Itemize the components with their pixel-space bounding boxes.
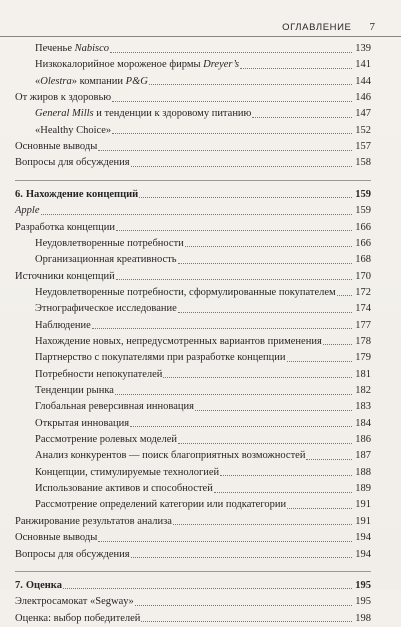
chapter-number: 6. — [15, 188, 23, 200]
toc-title-segment: Наблюдение — [35, 319, 91, 331]
toc-page-number: 191 — [355, 499, 371, 511]
dot-leader — [195, 410, 352, 411]
running-header — [282, 21, 375, 33]
toc-entry[interactable] — [35, 334, 371, 350]
toc-title-segment: Использование активов и способностей — [35, 483, 213, 495]
toc-entry-title — [35, 383, 114, 399]
toc-title-segment: Тенденции рынка — [35, 385, 114, 396]
toc-entry-title — [15, 611, 140, 627]
toc-entry[interactable] — [35, 41, 371, 57]
toc-title-segment: Организационная креативность — [35, 254, 177, 266]
toc-entry[interactable] — [35, 106, 371, 122]
toc-page-number: 147 — [355, 108, 371, 120]
dot-leader — [306, 459, 352, 460]
dot-leader — [185, 246, 352, 247]
dot-leader — [98, 150, 352, 151]
dot-leader — [337, 295, 352, 296]
dot-leader — [178, 263, 352, 264]
toc-title-segment: Потребности непокупателей — [35, 368, 163, 380]
toc-title-segment: Apple — [15, 205, 40, 217]
toc-title-segment: Этнографическое исследование — [35, 303, 177, 315]
dot-leader — [110, 52, 352, 53]
toc-title-segment: Основные выводы — [15, 141, 98, 153]
toc-title-segment: General Mills — [35, 108, 94, 120]
toc-entry[interactable] — [15, 139, 371, 155]
toc-entry-title — [15, 187, 138, 203]
toc-page-number: 166 — [355, 221, 371, 233]
toc-title-segment: «Healthy Choice» — [35, 124, 112, 136]
toc-chapter-entry[interactable] — [15, 578, 371, 594]
toc-entry[interactable] — [35, 432, 371, 448]
toc-entry[interactable] — [35, 497, 371, 513]
toc-page-number: 158 — [355, 157, 371, 169]
toc-entry[interactable] — [35, 318, 371, 334]
toc-entry-title — [15, 547, 130, 563]
toc-entry[interactable] — [15, 269, 371, 285]
dot-leader — [115, 394, 352, 395]
toc-entry[interactable] — [15, 514, 371, 530]
toc-entry[interactable] — [35, 236, 371, 252]
toc-entry-title — [15, 269, 115, 285]
toc-entry[interactable] — [15, 220, 371, 236]
toc-entry[interactable] — [15, 203, 371, 219]
toc-page-number: 195 — [355, 579, 371, 591]
toc-entry-title — [35, 41, 109, 57]
toc-entry-title — [35, 74, 148, 90]
toc-entry[interactable] — [35, 123, 371, 139]
dot-leader — [240, 68, 352, 69]
toc-title-segment: Рассмотрение определений категории или подкатегории — [35, 499, 287, 511]
dot-leader — [252, 117, 352, 118]
toc-entry-title — [35, 123, 111, 139]
toc-entry-title — [15, 594, 134, 610]
toc-entry[interactable] — [35, 74, 371, 90]
toc-title-segment: Источники концепций — [15, 270, 115, 282]
toc-entry-title — [35, 318, 91, 334]
dot-leader — [141, 621, 352, 622]
section-title: ОГЛАВЛЕНИЕ — [282, 22, 352, 33]
toc-entry[interactable] — [35, 252, 371, 268]
toc-page-number: 194 — [355, 532, 371, 544]
toc-entry-title — [35, 106, 251, 122]
toc-page-number: 195 — [355, 596, 371, 608]
toc-entry[interactable] — [35, 367, 371, 383]
toc-title-segment: « — [35, 75, 41, 87]
toc-entry-title — [15, 90, 111, 106]
toc-entry-title — [35, 448, 305, 464]
toc-title-segment: Открытая инновация — [35, 417, 130, 429]
toc-entry[interactable] — [35, 57, 371, 73]
toc-title-segment: Концепции, стимулируемые технологией — [35, 466, 220, 478]
toc-chapter-entry[interactable] — [15, 187, 371, 203]
toc-title-segment: Неудовлетворенные потребности, сформулированные покупателем — [35, 286, 336, 298]
dot-leader — [220, 475, 352, 476]
toc-page-number: 178 — [355, 335, 371, 347]
toc-entry[interactable] — [35, 465, 371, 481]
toc-page-number: 188 — [355, 466, 371, 478]
dot-leader — [163, 377, 352, 378]
toc-entry-title — [35, 334, 322, 350]
toc-page-number: 166 — [355, 237, 371, 249]
toc-entry-title — [35, 285, 336, 301]
toc-entry-title — [35, 236, 184, 252]
toc-page-number: 186 — [355, 434, 371, 446]
toc-page-number: 189 — [355, 483, 371, 495]
chapter-separator — [15, 180, 371, 181]
toc-title-segment: От жиров к здоровью — [15, 92, 112, 104]
toc-title-segment: Электросамокат «Segway» — [15, 596, 134, 608]
toc-title-segment: Партнерство с покупателями при разработке концепции — [35, 352, 286, 364]
toc-entry-title — [15, 220, 115, 236]
toc-title-segment: Olestra — [40, 75, 72, 87]
toc-page-number: 152 — [355, 124, 371, 136]
dot-leader — [98, 541, 352, 542]
toc-page-number: 144 — [355, 75, 371, 87]
toc-page-number: 183 — [355, 401, 371, 413]
toc-page-number: 182 — [355, 385, 371, 396]
toc-entry[interactable] — [15, 530, 371, 546]
toc-title-segment: Рассмотрение ролевых моделей — [35, 434, 177, 446]
dot-leader — [131, 166, 352, 167]
toc-entry-title — [35, 350, 286, 366]
toc-title-segment: Вопросы для обсуждения — [15, 548, 130, 560]
toc-title-segment: Основные выводы — [15, 532, 98, 544]
toc-title-segment: и тенденции к здоровому питанию — [93, 108, 252, 120]
toc-page-number: 184 — [355, 417, 371, 429]
toc-title-segment: P&G — [125, 75, 148, 87]
toc-entry-title — [15, 578, 62, 594]
toc-title-segment: » компании — [71, 75, 126, 87]
toc-entry-title — [35, 497, 286, 513]
dot-leader — [112, 133, 352, 134]
toc-page-number: 159 — [355, 188, 371, 200]
toc-page-number: 170 — [355, 270, 371, 282]
toc-title-segment: Нахождение концепций — [25, 188, 139, 200]
toc-title-segment: Разработка концепции — [15, 221, 116, 233]
toc-entry-title — [15, 203, 40, 219]
dot-leader — [130, 426, 352, 427]
dot-leader — [178, 443, 352, 444]
dot-leader — [92, 328, 352, 329]
toc-entry-title — [15, 155, 130, 171]
toc-page-number: 172 — [355, 286, 371, 298]
toc-entry[interactable] — [15, 547, 371, 563]
toc-entry[interactable] — [15, 611, 371, 627]
toc-entry-title — [35, 432, 177, 448]
toc-entry[interactable] — [35, 350, 371, 366]
toc-entry-title — [35, 399, 194, 415]
toc-entry[interactable] — [35, 383, 371, 399]
toc-title-segment: Анализ конкурентов — поиск благоприятных возможностей — [35, 450, 306, 462]
dot-leader — [131, 557, 352, 558]
toc-title-segment: Nabisco — [74, 43, 110, 54]
toc-page-number: 168 — [355, 254, 371, 266]
dot-leader — [323, 344, 352, 345]
toc-entry[interactable] — [15, 90, 371, 106]
toc-page-number: 146 — [355, 92, 371, 104]
dot-leader — [149, 84, 352, 85]
dot-leader — [112, 101, 352, 102]
toc-title-segment: Низкокалорийное мороженое фирмы — [35, 59, 204, 71]
page-number: 7 — [369, 21, 375, 33]
toc-title-segment: Глобальная реверсивная инновация — [35, 401, 194, 413]
toc-entry[interactable] — [35, 481, 371, 497]
toc-title-segment: Нахождение новых, непредусмотренных вариантов применения — [35, 335, 322, 347]
toc-page-number: 177 — [355, 319, 371, 331]
toc-title-segment: Оценка — [25, 579, 62, 591]
toc-entry-title — [35, 465, 219, 481]
chapter-separator — [15, 571, 371, 572]
dot-leader — [287, 508, 352, 509]
dot-leader — [63, 588, 352, 589]
toc-page-number: 187 — [355, 450, 371, 462]
toc-entry-title — [15, 530, 97, 546]
toc-page-number: 139 — [355, 43, 371, 54]
toc-entry[interactable] — [35, 301, 371, 317]
toc-entry-title — [35, 301, 177, 317]
toc-entry-title — [15, 139, 97, 155]
toc-entry-title — [35, 367, 162, 383]
toc-page-number: 157 — [355, 141, 371, 153]
toc-page-number: 198 — [355, 612, 371, 624]
toc-entry-title — [15, 514, 172, 530]
dot-leader — [214, 492, 352, 493]
toc-title-segment: Ранжирование результатов анализа — [15, 515, 172, 527]
toc-page-number: 159 — [355, 205, 371, 217]
dot-leader — [173, 524, 352, 525]
toc-entry[interactable] — [35, 448, 371, 464]
dot-leader — [287, 361, 353, 362]
toc-title-segment: Вопросы для обсуждения — [15, 157, 130, 169]
toc-page-number: 141 — [355, 59, 371, 71]
toc-entry[interactable] — [15, 155, 371, 171]
toc-entry-title — [35, 481, 213, 497]
dot-leader — [135, 605, 352, 606]
dot-leader — [116, 279, 352, 280]
dot-leader — [139, 197, 352, 198]
toc-entry-title — [35, 416, 129, 432]
toc-entry-title — [35, 252, 177, 268]
dot-leader — [41, 214, 353, 215]
toc-entry-title — [35, 57, 239, 73]
toc-page-number: 181 — [355, 368, 371, 380]
toc-entry[interactable] — [35, 285, 371, 301]
toc-page-number: 194 — [355, 548, 371, 560]
dot-leader — [116, 230, 352, 231]
toc-title-segment: Оценка: выбор победителей — [15, 612, 141, 624]
toc-entry[interactable] — [15, 594, 371, 610]
toc-page-number: 191 — [355, 515, 371, 527]
toc-entry[interactable] — [35, 399, 371, 415]
toc-entry[interactable] — [35, 416, 371, 432]
toc-title-segment: Неудовлетворенные потребности — [35, 237, 184, 249]
chapter-number: 7. — [15, 579, 23, 591]
toc-page-number: 179 — [355, 352, 371, 364]
header-rule — [0, 36, 401, 37]
toc-page-number: 174 — [355, 303, 371, 315]
toc-title-segment: Dreyer’s — [203, 59, 240, 71]
dot-leader — [178, 312, 352, 313]
toc-title-segment: Печенье — [35, 43, 75, 54]
